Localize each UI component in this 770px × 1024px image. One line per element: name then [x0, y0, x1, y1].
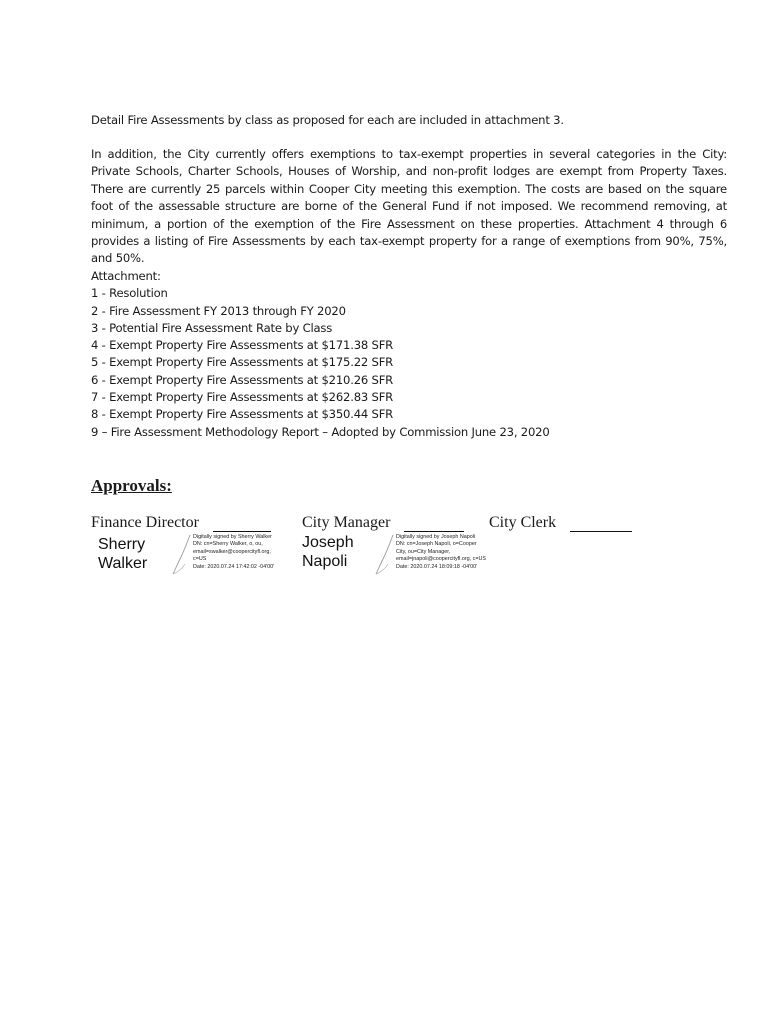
attachment-heading: Attachment: — [91, 269, 161, 283]
role-city-manager — [302, 514, 464, 532]
signature-detail-line: Digitally signed by Joseph Napoli — [396, 534, 476, 540]
signature-line — [404, 517, 464, 532]
attachment-item-4: 4 - Exempt Property Fire Assessments at $171.38 SFR — [91, 338, 394, 353]
signature-detail-line: DN: cn=Joseph Napoli, o=Cooper — [396, 541, 477, 548]
role-finance-director — [91, 514, 271, 532]
attachment-item-8: 8 - Exempt Property Fire Assessments at $350.44 SFR — [91, 407, 394, 422]
paragraph-attachment-3-note: Detail Fire Assessments by class as proposed for each are included in attachment 3. — [91, 113, 564, 127]
role-label: Finance Director — [91, 514, 199, 531]
role-city-clerk — [489, 514, 632, 532]
attachment-item-2: 2 - Fire Assessment FY 2013 through FY 2020 — [91, 303, 346, 318]
signature-detail-line: c=US — [193, 556, 207, 563]
attachment-list — [91, 268, 550, 441]
signature-last-name: Walker — [98, 555, 148, 572]
attachment-item-5: 5 - Exempt Property Fire Assessments at $175.22 SFR — [91, 355, 394, 370]
signature-line — [570, 517, 632, 532]
digital-signature-mark-icon — [373, 533, 397, 577]
signature-name-joseph-napoli — [302, 533, 354, 571]
signature-detail-line: Digitally signed by Sherry Walker — [193, 534, 272, 540]
digital-signature-mark-icon — [170, 533, 194, 577]
digital-signature-details — [193, 534, 303, 571]
signature-name-sherry-walker — [98, 535, 147, 573]
attachment-item-9: 9 – Fire Assessment Methodology Report – Adopted by Commission June 23, 2020 — [91, 424, 550, 439]
attachment-item-1: 1 - Resolution — [91, 286, 168, 301]
role-label: City Clerk — [489, 514, 557, 531]
signature-first-name: Joseph — [302, 534, 354, 551]
signature-detail-line: email=jnapoli@coopercityfl.org, c=US — [396, 556, 486, 563]
signature-detail-line: City, ou=City Manager, — [396, 548, 451, 555]
attachment-item-3: 3 - Potential Fire Assessment Rate by Class — [91, 320, 333, 335]
signature-detail-line: email=swalker@coopercityfl.org, — [193, 548, 271, 555]
attachment-item-6: 6 - Exempt Property Fire Assessments at $210.26 SFR — [91, 372, 394, 387]
signature-detail-line: Date: 2020.07.24 17:42:02 -04'00' — [193, 563, 275, 570]
signature-detail-line: Date: 2020.07.24 18:09:18 -04'00' — [396, 563, 478, 570]
digital-signature-details — [396, 534, 488, 571]
role-label: City Manager — [302, 514, 391, 531]
signature-first-name: Sherry — [98, 536, 146, 553]
approvals-heading: Approvals: — [91, 476, 172, 495]
paragraph-exemptions: In addition, the City currently offers exemptions to tax-exempt properties in several categories in the City: Private Schools, Charter Schools, Houses of Worship, and non-profit lodges are exempt from Property Taxes. There are currently 25 parcels within Cooper City meeting this exemption. The costs are based on the square foot of the assessable structure are borne of the General Fund if not imposed. We recommend removing, at minimum, a portion of the exemption of the Fire Assessment on these properties. Attachment 4 through 6 provides a listing of Fire Assessments by each tax-exempt property for a range of exemptions from 90%, 75%, and 50%. — [91, 147, 727, 266]
attachment-item-7: 7 - Exempt Property Fire Assessments at $262.83 SFR — [91, 390, 394, 405]
signature-detail-line: DN: cn=Sherry Walker, o, ou, — [193, 541, 263, 548]
signature-line — [213, 517, 271, 532]
signature-last-name: Napoli — [302, 553, 348, 570]
